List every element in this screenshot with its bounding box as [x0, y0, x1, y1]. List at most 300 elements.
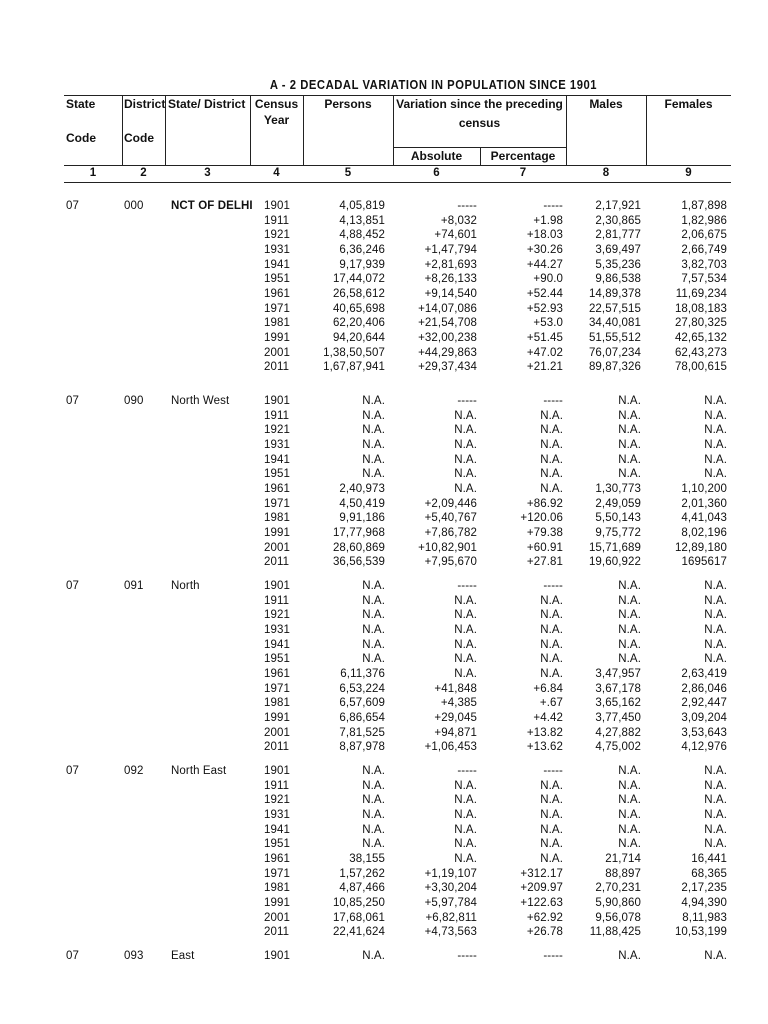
persons-cell: N.A.	[362, 395, 385, 407]
persons-cell: N.A.	[362, 623, 385, 636]
census-year-cell: 1961	[264, 482, 290, 495]
census-year-cell: 2001	[264, 726, 290, 739]
females-cell: 62,43,273	[674, 346, 727, 359]
district-code-cell: 091	[124, 580, 144, 592]
page-title: A - 2 DECADAL VARIATION IN POPULATION SINCE 1901	[269, 78, 598, 92]
persons-cell: N.A.	[362, 580, 385, 592]
census-year-cell: 1981	[264, 512, 290, 525]
percentage-cell: N.A.	[540, 779, 563, 792]
percentage-cell: N.A.	[540, 852, 563, 865]
state-code-cell: 07	[66, 395, 79, 407]
percentage-cell: N.A.	[540, 438, 563, 451]
females-cell: 12,89,180	[674, 541, 727, 554]
census-year-cell: 1931	[264, 243, 290, 256]
absolute-cell: +74,601	[434, 229, 477, 242]
district-code-cell: 093	[124, 950, 144, 962]
males-cell: 2,70,231	[595, 882, 641, 895]
census-year-cell: 2001	[264, 541, 290, 554]
males-cell: 89,87,326	[588, 361, 641, 374]
percentage-cell: N.A.	[540, 653, 563, 666]
column-number: 2	[140, 167, 147, 179]
percentage-cell: N.A.	[540, 623, 563, 636]
males-cell: 3,77,450	[595, 711, 641, 724]
percentage-cell: N.A.	[540, 453, 563, 466]
males-cell: 9,56,078	[595, 911, 641, 924]
males-cell: 5,35,236	[595, 258, 641, 271]
males-cell: 2,17,921	[595, 200, 641, 212]
males-cell: 19,60,922	[588, 556, 641, 569]
header-census-year-line1: Census	[254, 97, 299, 111]
females-cell: 10,53,199	[674, 926, 727, 939]
persons-cell: 8,87,978	[339, 741, 385, 754]
census-year-cell: 1961	[264, 852, 290, 865]
females-cell: N.A.	[704, 468, 727, 481]
females-cell: N.A.	[704, 823, 727, 836]
percentage-cell: +312.17	[520, 867, 563, 880]
males-cell: N.A.	[618, 808, 641, 821]
absolute-cell: +2,81,693	[424, 258, 477, 271]
absolute-cell: N.A.	[454, 838, 477, 851]
percentage-cell: +13.82	[526, 726, 563, 739]
males-cell: 3,67,178	[595, 682, 641, 695]
females-cell: 2,66,749	[681, 243, 727, 256]
absolute-cell: N.A.	[454, 594, 477, 607]
census-year-cell: 1931	[264, 438, 290, 451]
census-year-cell: 1971	[264, 497, 290, 510]
absolute-cell: N.A.	[454, 808, 477, 821]
females-cell: N.A.	[704, 424, 727, 437]
absolute-cell: N.A.	[454, 468, 477, 481]
header-persons: Persons	[324, 97, 372, 111]
males-cell: N.A.	[618, 424, 641, 437]
persons-cell: N.A.	[362, 823, 385, 836]
header-district-code	[124, 96, 165, 146]
percentage-cell: N.A.	[540, 482, 563, 495]
absolute-cell: +21,54,708	[418, 317, 477, 330]
females-cell: 42,65,132	[674, 331, 727, 344]
column-number: 6	[433, 167, 440, 179]
absolute-cell: +1,19,107	[424, 867, 477, 880]
column-number: 1	[89, 167, 97, 179]
males-cell: N.A.	[618, 395, 641, 407]
persons-cell: N.A.	[362, 609, 385, 622]
absolute-cell: N.A.	[454, 667, 477, 680]
absolute-cell: N.A.	[454, 852, 477, 865]
persons-cell: 17,77,968	[332, 526, 385, 539]
percentage-cell: N.A.	[540, 609, 563, 622]
males-cell: 9,86,538	[595, 273, 641, 286]
males-cell: 51,55,512	[588, 331, 641, 344]
females-cell: 1695617	[681, 556, 727, 569]
persons-cell: 10,85,250	[332, 896, 385, 909]
census-year-cell: 1941	[264, 823, 290, 836]
females-cell: 27,80,325	[674, 317, 727, 330]
census-year-cell: 1991	[264, 896, 290, 909]
persons-cell: N.A.	[362, 438, 385, 451]
column-number: 7	[519, 167, 527, 179]
census-year-cell: 1951	[264, 838, 290, 851]
absolute-cell: +32,00,238	[418, 331, 477, 344]
males-cell: N.A.	[618, 623, 641, 636]
census-year-cell: 1941	[264, 258, 290, 271]
district-name-cell: North East	[171, 765, 227, 777]
persons-cell: N.A.	[362, 794, 385, 807]
percentage-cell: +30.26	[526, 243, 563, 256]
males-cell: 22,57,515	[588, 302, 641, 315]
absolute-cell: +5,97,784	[424, 896, 477, 909]
census-year-cell: 1941	[264, 638, 290, 651]
females-cell: 2,01,360	[681, 497, 727, 510]
absolute-cell: N.A.	[454, 623, 477, 636]
header-state-district: State/ District	[168, 97, 246, 111]
males-cell: 9,75,772	[595, 526, 641, 539]
females-cell: 7,57,534	[681, 273, 727, 286]
percentage-cell: +1.98	[533, 214, 563, 227]
absolute-cell: N.A.	[454, 424, 477, 437]
females-cell: N.A.	[704, 580, 727, 592]
males-cell: N.A.	[618, 823, 641, 836]
header-divider	[122, 95, 123, 165]
census-year-cell: 2011	[264, 556, 290, 569]
males-cell: N.A.	[618, 779, 641, 792]
persons-cell: 6,53,224	[339, 682, 385, 695]
females-cell: 8,11,983	[682, 911, 727, 924]
persons-cell: 2,40,973	[339, 482, 385, 495]
absolute-cell: N.A.	[454, 482, 477, 495]
females-cell: N.A.	[704, 409, 727, 422]
males-cell: 15,71,689	[588, 541, 641, 554]
census-year-cell: 2001	[264, 911, 290, 924]
absolute-cell: N.A.	[454, 653, 477, 666]
persons-cell: 7,81,525	[339, 726, 385, 739]
district-name-cell: North	[171, 580, 200, 592]
header-bottom-rule	[64, 182, 731, 183]
header-mid-rule	[64, 165, 731, 166]
census-year-cell: 1971	[264, 302, 290, 315]
census-year-cell: 1921	[264, 424, 290, 437]
percentage-cell: +60.91	[526, 541, 563, 554]
persons-cell: 26,58,612	[332, 287, 385, 300]
males-cell: N.A.	[618, 653, 641, 666]
percentage-cell: +122.63	[520, 896, 563, 909]
males-cell: N.A.	[618, 950, 641, 962]
persons-cell: 6,86,654	[339, 711, 385, 724]
percentage-cell: +6.84	[533, 682, 563, 695]
percentage-cell: +53.0	[533, 317, 563, 330]
females-cell: N.A.	[704, 765, 727, 777]
females-cell: 18,08,183	[674, 302, 727, 315]
males-cell: N.A.	[618, 438, 641, 451]
absolute-cell: +14,07,086	[418, 302, 477, 315]
persons-cell: 6,36,246	[339, 243, 385, 256]
absolute-cell: +44,29,863	[418, 346, 477, 359]
males-cell: 21,714	[605, 852, 641, 865]
persons-cell: 22,41,624	[332, 926, 385, 939]
persons-cell: 9,17,939	[339, 258, 385, 271]
header-variation-line2: census	[458, 116, 501, 130]
absolute-cell: N.A.	[454, 823, 477, 836]
header-absolute: Absolute	[410, 149, 463, 163]
percentage-cell: +52.93	[526, 302, 563, 315]
females-cell: N.A.	[704, 453, 727, 466]
males-cell: N.A.	[618, 794, 641, 807]
absolute-cell: +29,37,434	[418, 361, 477, 374]
males-cell: 3,69,497	[595, 243, 641, 256]
males-cell: N.A.	[618, 609, 641, 622]
percentage-cell: +27.81	[526, 556, 563, 569]
state-code-cell: 07	[66, 580, 79, 592]
females-cell: N.A.	[704, 950, 727, 962]
header-males: Males	[589, 97, 623, 111]
column-number: 4	[273, 167, 280, 179]
persons-cell: N.A.	[362, 453, 385, 466]
absolute-cell: +41,848	[434, 682, 477, 695]
census-year-cell: 1971	[264, 867, 290, 880]
census-year-cell: 1971	[264, 682, 290, 695]
males-cell: N.A.	[618, 594, 641, 607]
persons-cell: 17,44,072	[332, 273, 385, 286]
percentage-cell: N.A.	[540, 794, 563, 807]
males-cell: 14,89,378	[588, 287, 641, 300]
males-cell: 2,81,777	[595, 229, 641, 242]
percentage-cell: N.A.	[540, 667, 563, 680]
persons-cell: 4,50,419	[339, 497, 385, 510]
header-percentage: Percentage	[490, 149, 556, 163]
females-cell: N.A.	[704, 638, 727, 651]
percentage-cell: +51.45	[526, 331, 563, 344]
header-variation-line1: Variation since the preceding	[396, 97, 563, 111]
percentage-cell: -----	[543, 950, 563, 962]
persons-cell: N.A.	[362, 468, 385, 481]
females-cell: 2,63,419	[681, 667, 727, 680]
females-cell: N.A.	[704, 838, 727, 851]
percentage-cell: N.A.	[540, 594, 563, 607]
census-year-cell: 1911	[264, 409, 290, 422]
males-cell: 88,897	[605, 867, 641, 880]
header-census-year-line2: Year	[263, 113, 290, 127]
census-year-cell: 1951	[264, 653, 290, 666]
census-year-cell: 1921	[264, 609, 290, 622]
females-cell: 2,86,046	[681, 682, 727, 695]
males-cell: 11,88,425	[589, 926, 641, 939]
females-cell: 2,92,447	[681, 697, 727, 710]
census-year-cell: 1921	[264, 229, 290, 242]
column-number: 3	[204, 167, 211, 179]
females-cell: 4,12,976	[681, 741, 727, 754]
census-year-cell: 1901	[264, 765, 290, 777]
absolute-cell: -----	[457, 200, 477, 212]
persons-cell: N.A.	[362, 808, 385, 821]
females-cell: 2,06,675	[681, 229, 727, 242]
males-cell: N.A.	[618, 409, 641, 422]
absolute-cell: +7,95,670	[424, 556, 477, 569]
females-cell: 1,87,898	[681, 200, 727, 212]
census-year-cell: 1911	[264, 779, 290, 792]
males-cell: N.A.	[618, 638, 641, 651]
persons-cell: 4,88,452	[339, 229, 385, 242]
absolute-cell: N.A.	[454, 609, 477, 622]
census-year-cell: 1911	[264, 594, 290, 607]
percentage-cell: -----	[543, 200, 563, 212]
census-year-cell: 1931	[264, 808, 290, 821]
females-cell: 3,09,204	[681, 711, 727, 724]
census-year-cell: 1901	[264, 200, 290, 212]
persons-cell: 38,155	[349, 852, 385, 865]
absolute-cell: +5,40,767	[424, 512, 477, 525]
females-cell: N.A.	[704, 438, 727, 451]
absolute-cell: +3,30,204	[424, 882, 477, 895]
persons-cell: N.A.	[362, 424, 385, 437]
census-year-cell: 1991	[264, 526, 290, 539]
absolute-cell: N.A.	[454, 409, 477, 422]
census-year-cell: 1981	[264, 697, 290, 710]
percentage-cell: +47.02	[526, 346, 563, 359]
state-code-cell: 07	[66, 950, 79, 962]
percentage-cell: N.A.	[540, 468, 563, 481]
census-year-cell: 1951	[264, 468, 290, 481]
persons-cell: N.A.	[362, 653, 385, 666]
census-year-cell: 1901	[264, 950, 290, 962]
district-name-cell: North West	[171, 395, 230, 407]
percentage-cell: +44.27	[526, 258, 563, 271]
persons-cell: 62,20,406	[332, 317, 385, 330]
absolute-cell: +9,14,540	[424, 287, 477, 300]
percentage-cell: +86.92	[526, 497, 563, 510]
males-cell: 4,75,002	[595, 741, 641, 754]
persons-cell: N.A.	[362, 638, 385, 651]
census-year-cell: 2011	[264, 741, 290, 754]
persons-cell: N.A.	[362, 838, 385, 851]
absolute-cell: N.A.	[454, 438, 477, 451]
percentage-cell: +21.21	[526, 361, 563, 374]
absolute-cell: +29,045	[434, 711, 477, 724]
males-cell: 1,30,773	[595, 482, 641, 495]
persons-cell: 6,57,609	[339, 697, 385, 710]
percentage-cell: +26.78	[526, 926, 563, 939]
persons-cell: 4,05,819	[339, 200, 385, 212]
persons-cell: N.A.	[362, 765, 385, 777]
percentage-cell: +52.44	[526, 287, 563, 300]
persons-cell: 40,65,698	[332, 302, 385, 315]
males-cell: 4,27,882	[595, 726, 641, 739]
females-cell: N.A.	[704, 779, 727, 792]
persons-cell: 1,67,87,941	[323, 361, 385, 374]
absolute-cell: +1,06,453	[424, 741, 477, 754]
header-state-code	[66, 96, 96, 146]
percentage-cell: N.A.	[540, 409, 563, 422]
percentage-cell: +79.38	[526, 526, 563, 539]
district-code-cell: 092	[124, 765, 144, 777]
females-cell: 4,41,043	[681, 512, 727, 525]
females-cell: 1,82,986	[681, 214, 727, 227]
header-females: Females	[664, 97, 713, 111]
census-year-cell: 1901	[264, 395, 290, 407]
census-year-cell: 1921	[264, 794, 290, 807]
females-cell: 8,02,196	[681, 526, 727, 539]
header-census-year	[250, 96, 303, 128]
persons-cell: N.A.	[362, 950, 385, 962]
state-code-cell: 07	[66, 765, 79, 777]
header-district-code-line2: Code	[124, 131, 154, 145]
header-state-code-line1: State	[66, 97, 96, 111]
males-cell: 3,47,957	[595, 667, 641, 680]
absolute-cell: -----	[457, 950, 477, 962]
females-cell: 2,17,235	[681, 882, 727, 895]
percentage-cell: +62.92	[526, 911, 563, 924]
persons-cell: 4,13,851	[339, 214, 385, 227]
males-cell: N.A.	[618, 765, 641, 777]
percentage-cell: +18.03	[526, 229, 563, 242]
males-cell: 76,07,234	[588, 346, 641, 359]
males-cell: 2,30,865	[595, 214, 641, 227]
percentage-cell: +13.62	[526, 741, 563, 754]
census-year-cell: 2011	[264, 361, 290, 374]
header-variation	[393, 96, 566, 131]
persons-cell: N.A.	[362, 594, 385, 607]
percentage-cell: N.A.	[540, 823, 563, 836]
absolute-cell: +10,82,901	[418, 541, 477, 554]
census-year-cell: 1931	[264, 623, 290, 636]
absolute-cell: -----	[457, 765, 477, 777]
census-year-cell: 1911	[264, 214, 290, 227]
census-year-cell: 1941	[264, 453, 290, 466]
males-cell: N.A.	[618, 580, 641, 592]
females-cell: 3,82,703	[681, 258, 727, 271]
males-cell: N.A.	[618, 468, 641, 481]
absolute-cell: +2,09,446	[424, 497, 477, 510]
census-year-cell: 1951	[264, 273, 290, 286]
percentage-cell: -----	[543, 395, 563, 407]
district-code-cell: 090	[124, 395, 144, 407]
absolute-cell: N.A.	[454, 453, 477, 466]
females-cell: N.A.	[704, 609, 727, 622]
males-cell: 5,50,143	[595, 512, 641, 525]
males-cell: 2,49,059	[595, 497, 641, 510]
absolute-cell: +4,385	[440, 697, 477, 710]
males-cell: 34,40,081	[588, 317, 641, 330]
absolute-cell: +4,73,563	[424, 926, 477, 939]
header-state-code-line2: Code	[66, 131, 96, 145]
males-cell: N.A.	[618, 453, 641, 466]
census-year-cell: 1961	[264, 667, 290, 680]
persons-cell: 1,57,262	[339, 867, 385, 880]
persons-cell: N.A.	[362, 779, 385, 792]
percentage-cell: N.A.	[540, 838, 563, 851]
state-code-cell: 07	[66, 200, 79, 212]
district-code-cell: 000	[124, 200, 144, 212]
absolute-cell: +6,82,811	[425, 911, 477, 924]
females-cell: 78,00,615	[674, 361, 727, 374]
percentage-cell: +4.42	[533, 711, 563, 724]
percentage-cell: +209.97	[520, 882, 563, 895]
males-cell: N.A.	[618, 838, 641, 851]
absolute-cell: -----	[457, 580, 477, 592]
females-cell: N.A.	[704, 808, 727, 821]
column-number: 5	[344, 167, 352, 179]
males-cell: 5,90,860	[595, 896, 641, 909]
absolute-cell: +8,032	[440, 214, 477, 227]
absolute-cell: +1,47,794	[424, 243, 477, 256]
absolute-cell: N.A.	[454, 638, 477, 651]
percentage-cell: +90.0	[533, 273, 563, 286]
persons-cell: 6,11,376	[340, 667, 385, 680]
absolute-cell: N.A.	[454, 779, 477, 792]
persons-cell: 4,87,466	[339, 882, 385, 895]
percentage-cell: -----	[543, 580, 563, 592]
females-cell: N.A.	[704, 653, 727, 666]
census-year-cell: 1991	[264, 711, 290, 724]
column-number: 9	[685, 167, 692, 179]
